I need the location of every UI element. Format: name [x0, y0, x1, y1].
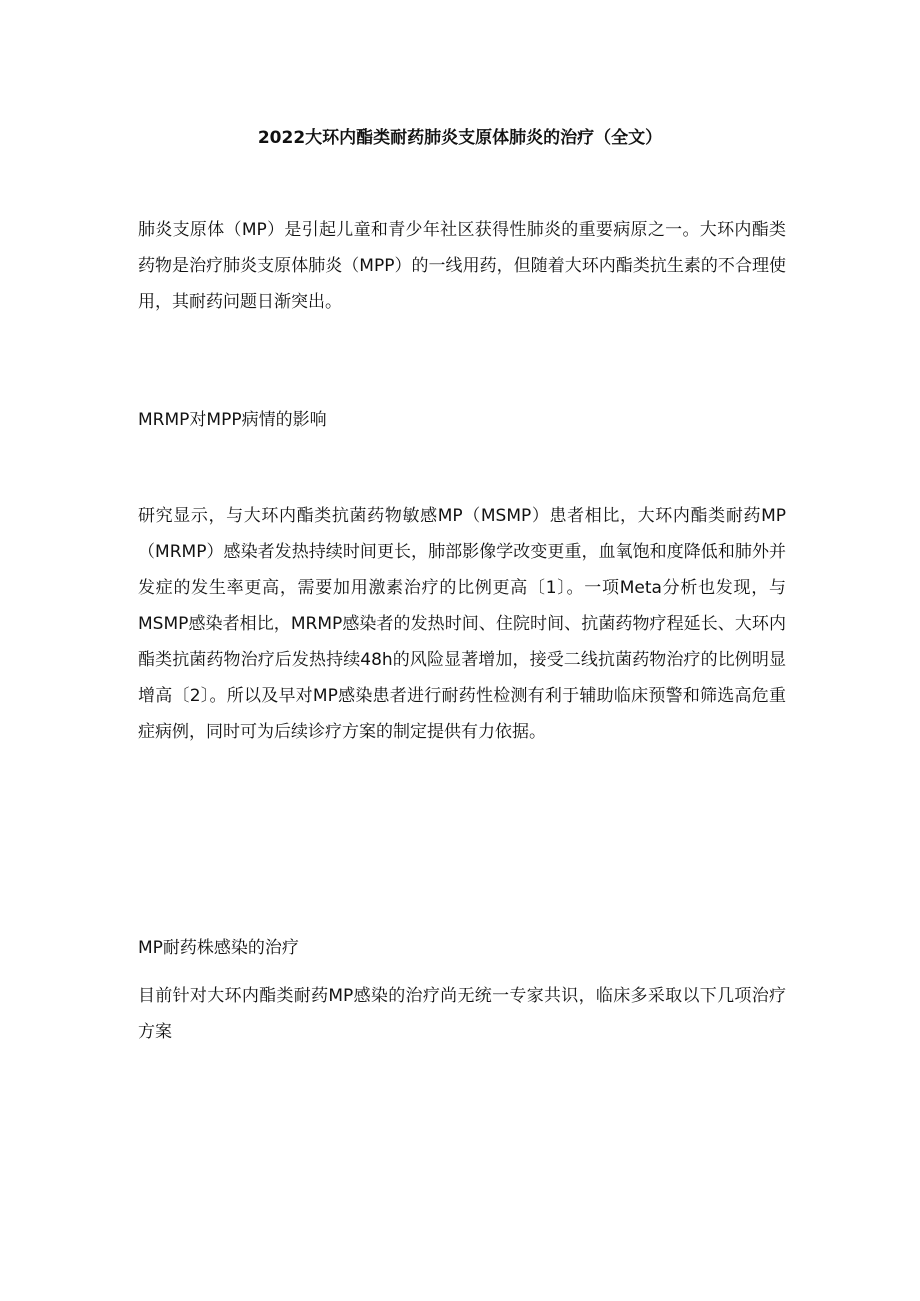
page-title: 2022大环内酯类耐药肺炎支原体肺炎的治疗（全文） [257, 128, 663, 148]
section-paragraph-treatment: 目前针对大环内酯类耐药MP感染的治疗尚无统一专家共识，临床多采取以下几项治疗方案 [138, 986, 786, 1042]
intro-paragraph: 肺炎支原体（MP）是引起儿童和青少年社区获得性肺炎的重要病原之一。大环内酯类药物是治疗肺炎支原体肺炎（MPP）的一线用药，但随着大环内酯类抗生素的不合理使用，其耐药问题日渐突出。 [138, 220, 786, 312]
section-heading-mrmp-impact: MRMP对MPP病情的影响 [138, 410, 327, 430]
section-paragraph-mrmp-impact: 研究显示，与大环内酯类抗菌药物敏感MP（MSMP）患者相比，大环内酯类耐药MP（MRMP）感染者发热持续时间更长，肺部影像学改变更重，血氧饱和度降低和肺外并发症的发生率更高，需要加用激素治疗的比例更高〔1〕。一项Meta分析也发现，与MSMP感染者相比，MRMP感染者的发热时间、住院时间、抗菌药物疗程延长、大环内酯类抗菌药物治疗后发热持续48h的风险显著增加，接受二线抗菌药物治疗的比例明显增高〔2〕。所以及早对MP感染患者进行耐药性检测有利于辅助临床预警和筛选高危重症病例，同时可为后续诊疗方案的制定提供有力依据。 [138, 506, 786, 742]
section-heading-treatment: MP耐药株感染的治疗 [138, 938, 299, 958]
